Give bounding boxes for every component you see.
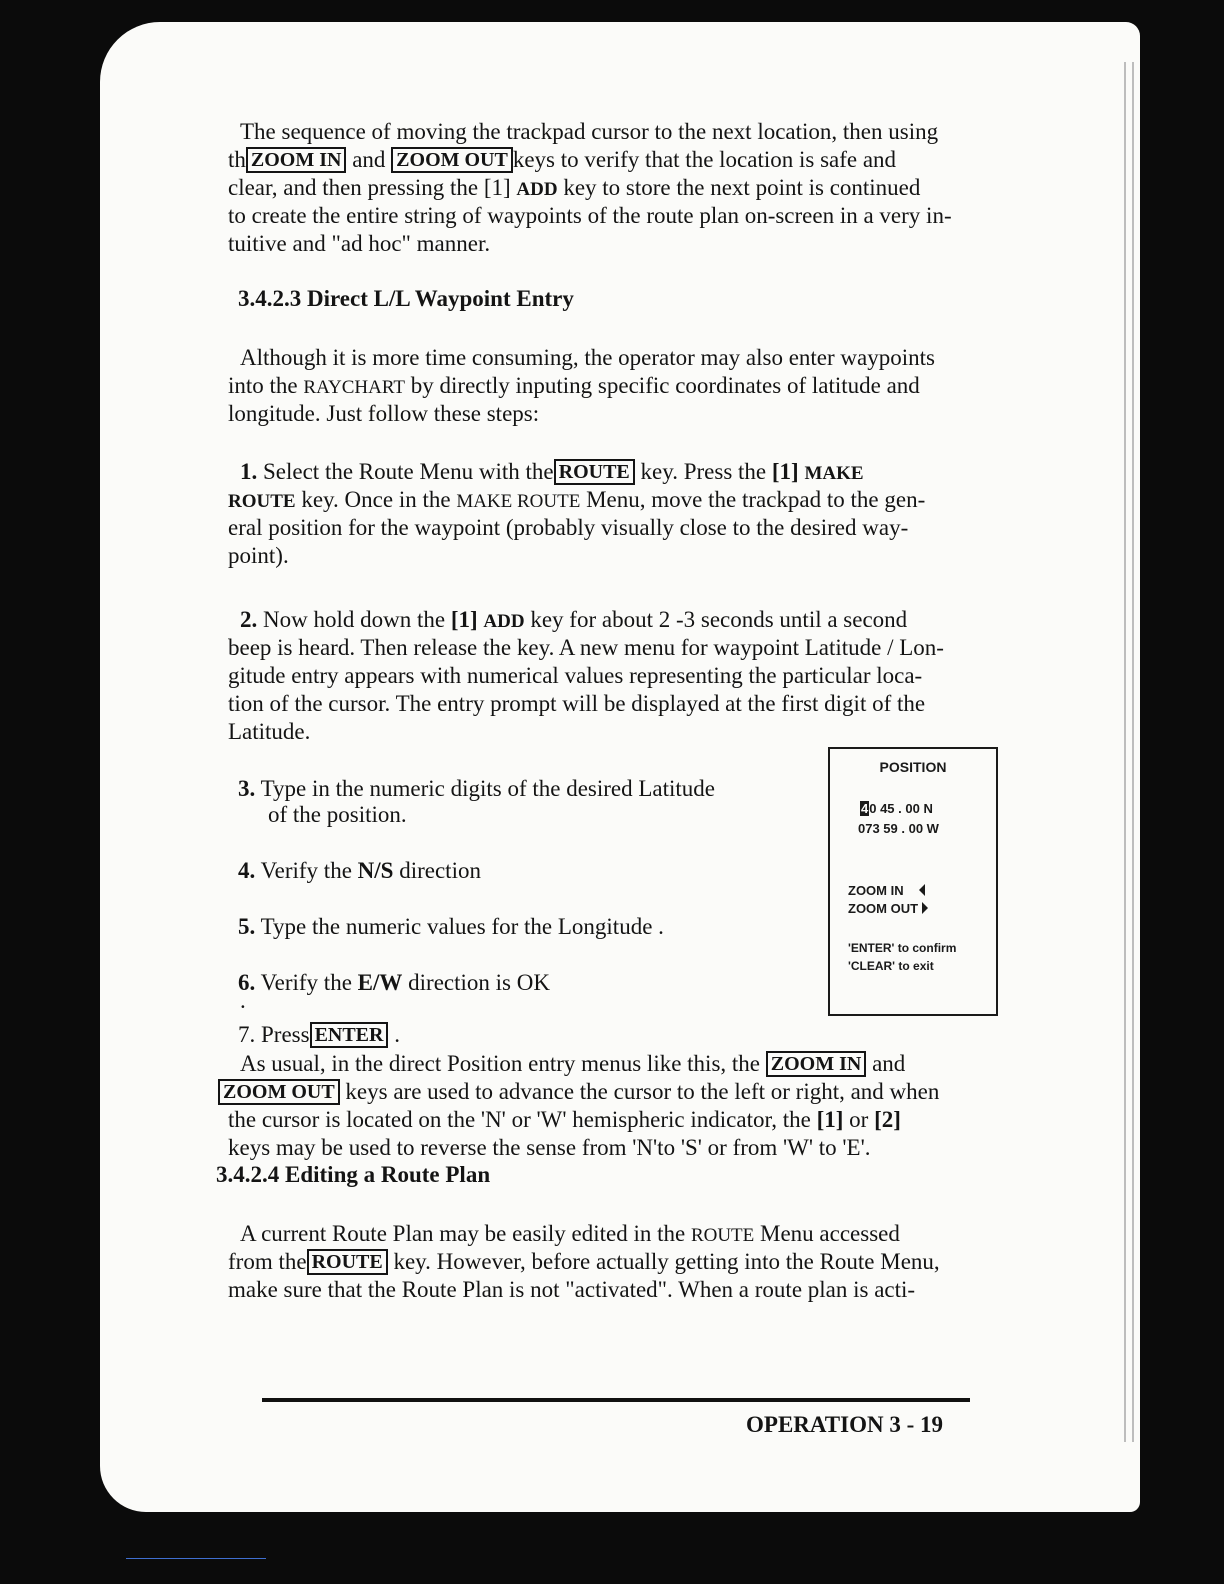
body-text: from the	[228, 1249, 307, 1274]
step-number: 2.	[240, 607, 258, 632]
step-line: tion of the cursor. The entry prompt will be displayed at the first digit of the	[228, 691, 926, 716]
screen-latitude	[860, 801, 1026, 816]
step-line	[228, 486, 988, 516]
step-6	[238, 970, 550, 996]
add-key-text: ADD	[516, 179, 558, 200]
bracket-key: [1]	[816, 1107, 844, 1132]
bracket-key: [1]	[450, 607, 484, 632]
zoom-out-key: ZOOM OUT	[218, 1079, 340, 1105]
step-line	[240, 458, 1000, 488]
raychart-text: RAYCHART	[303, 377, 406, 398]
body-text: and	[866, 1051, 906, 1076]
route-key: ROUTE	[554, 459, 635, 485]
intro-text: key to store the next point is continued	[557, 175, 921, 200]
step-number: 5.	[238, 914, 256, 939]
enter-key: ENTER	[310, 1022, 389, 1048]
body-text: into the	[228, 373, 304, 398]
step-7	[238, 1022, 400, 1048]
route-key-text: ROUTE	[228, 491, 296, 512]
body-text: or	[843, 1107, 875, 1132]
section-heading-3424: 3.4.2.4 Editing a Route Plan	[216, 1162, 491, 1187]
body-text: As usual, in the direct Position entry menus like this, the	[240, 1051, 766, 1076]
stray-dot: .	[240, 988, 246, 1013]
step-text: Type the numeric values for the Longitude .	[255, 914, 664, 939]
step-text: Now hold down the	[257, 607, 451, 632]
body-text: Menu accessed	[754, 1221, 900, 1246]
step-number: 4.	[238, 858, 256, 883]
position-screen	[828, 747, 998, 1016]
body-text: key. However, before actually getting into the Route Menu,	[387, 1249, 940, 1274]
body-line	[228, 1106, 988, 1134]
step-text: direction	[393, 858, 481, 883]
ns-text: N/S	[357, 858, 394, 883]
body-text: the cursor is located on the 'N' or 'W' hemispheric indicator, the	[228, 1107, 817, 1132]
body-text: keys are used to advance the cursor to the left or right, and when	[339, 1079, 940, 1104]
intro-text: clear, and then pressing the [1]	[228, 175, 517, 200]
route-menu-text: ROUTE	[690, 1225, 755, 1246]
step-text: key. Once in the	[295, 487, 457, 512]
bracket-key: [1]	[771, 459, 805, 484]
body-line: longitude. Just follow these steps:	[228, 401, 540, 426]
step-number: 7.	[238, 1022, 256, 1047]
ew-text: E/W	[357, 970, 403, 995]
footer-rule	[262, 1398, 970, 1402]
step-text: Menu, move the trackpad to the gen-	[580, 487, 926, 512]
zoom-in-label: ZOOM IN	[848, 883, 904, 898]
step-text: Verify the	[255, 858, 358, 883]
body-line	[240, 1220, 1000, 1250]
document-page	[100, 22, 1140, 1512]
body-line	[228, 1248, 988, 1276]
step-5	[238, 914, 664, 940]
step-3	[238, 776, 715, 802]
latitude-value: 0 45 . 00 N	[869, 801, 933, 816]
add-key-text: ADD	[483, 611, 525, 632]
intro-line: The sequence of moving the trackpad cursor to the next location, then using	[240, 119, 939, 144]
body-line: Although it is more time consuming, the operator may also enter waypoints	[240, 345, 935, 370]
body-line: keys may be used to reverse the sense from 'N'to 'S' or from 'W' to 'E'.	[228, 1135, 871, 1160]
zoom-out-label: ZOOM OUT	[848, 901, 919, 916]
step-text: Select the Route Menu with the	[257, 459, 554, 484]
make-route-text: MAKE ROUTE	[456, 491, 581, 512]
section-heading-3423: 3.4.2.3 Direct L/L Waypoint Entry	[238, 286, 574, 311]
step-text: Press	[255, 1022, 310, 1047]
step-text: key for about 2 -3 seconds until a second	[524, 607, 908, 632]
step-line	[240, 606, 1000, 636]
step-number: 6.	[238, 970, 256, 995]
intro-line	[228, 146, 988, 174]
screen-enter-hint: 'ENTER' to confirm	[848, 941, 957, 955]
body-line	[228, 372, 988, 402]
body-line	[218, 1078, 978, 1106]
step-line: eral position for the waypoint (probably visually close to the desired way-	[228, 515, 909, 540]
step-4	[238, 858, 481, 884]
screen-clear-hint: 'CLEAR' to exit	[848, 959, 934, 973]
screen-zoom-out	[848, 901, 1014, 916]
zoom-out-key: ZOOM OUT	[391, 147, 513, 173]
step-line: Latitude.	[228, 719, 311, 744]
screen-zoom-in	[848, 883, 1014, 898]
intro-text: and	[346, 147, 392, 172]
bracket-key: [2]	[874, 1107, 901, 1132]
body-line	[240, 1050, 1000, 1078]
screen-title: POSITION	[879, 759, 947, 775]
right-arrow-icon	[922, 902, 928, 914]
route-key: ROUTE	[307, 1249, 388, 1275]
step-number: 1.	[240, 459, 258, 484]
intro-text: th	[228, 147, 246, 172]
step-3-cont: of the position.	[268, 802, 407, 827]
step-text: key. Press the	[634, 459, 772, 484]
make-key-text: MAKE	[804, 463, 864, 484]
step-number: 3.	[238, 776, 256, 801]
body-text: by directly inputing specific coordinates of latitude and	[405, 373, 920, 398]
page-edge-line	[1132, 62, 1134, 1442]
scan-artifact-line	[126, 1558, 266, 1559]
zoom-in-key: ZOOM IN	[766, 1051, 867, 1077]
step-line: point).	[228, 543, 289, 568]
entry-cursor: 4	[861, 801, 869, 816]
body-text: A current Route Plan may be easily edited in the	[240, 1221, 691, 1246]
step-text: Verify the	[255, 970, 358, 995]
intro-text: keys to verify that the location is safe and	[512, 147, 897, 172]
intro-line	[228, 174, 988, 204]
screen-longitude: 073 59 . 00 W	[858, 821, 939, 836]
step-text: direction is OK	[402, 970, 550, 995]
step-text: .	[388, 1022, 400, 1047]
zoom-in-key: ZOOM IN	[246, 147, 347, 173]
page-edge-line	[1124, 62, 1126, 1442]
page-footer: OPERATION 3 - 19	[746, 1412, 943, 1437]
left-arrow-icon	[919, 884, 925, 896]
step-text: Type in the numeric digits of the desired Latitude	[255, 776, 716, 801]
step-line: beep is heard. Then release the key. A new menu for waypoint Latitude / Lon-	[228, 635, 944, 660]
intro-line: tuitive and "ad hoc" manner.	[228, 231, 491, 256]
body-line: make sure that the Route Plan is not "activated". When a route plan is acti-	[228, 1277, 916, 1302]
step-line: gitude entry appears with numerical values representing the particular loca-	[228, 663, 923, 688]
intro-line: to create the entire string of waypoints of the route plan on-screen in a very in-	[228, 203, 952, 228]
